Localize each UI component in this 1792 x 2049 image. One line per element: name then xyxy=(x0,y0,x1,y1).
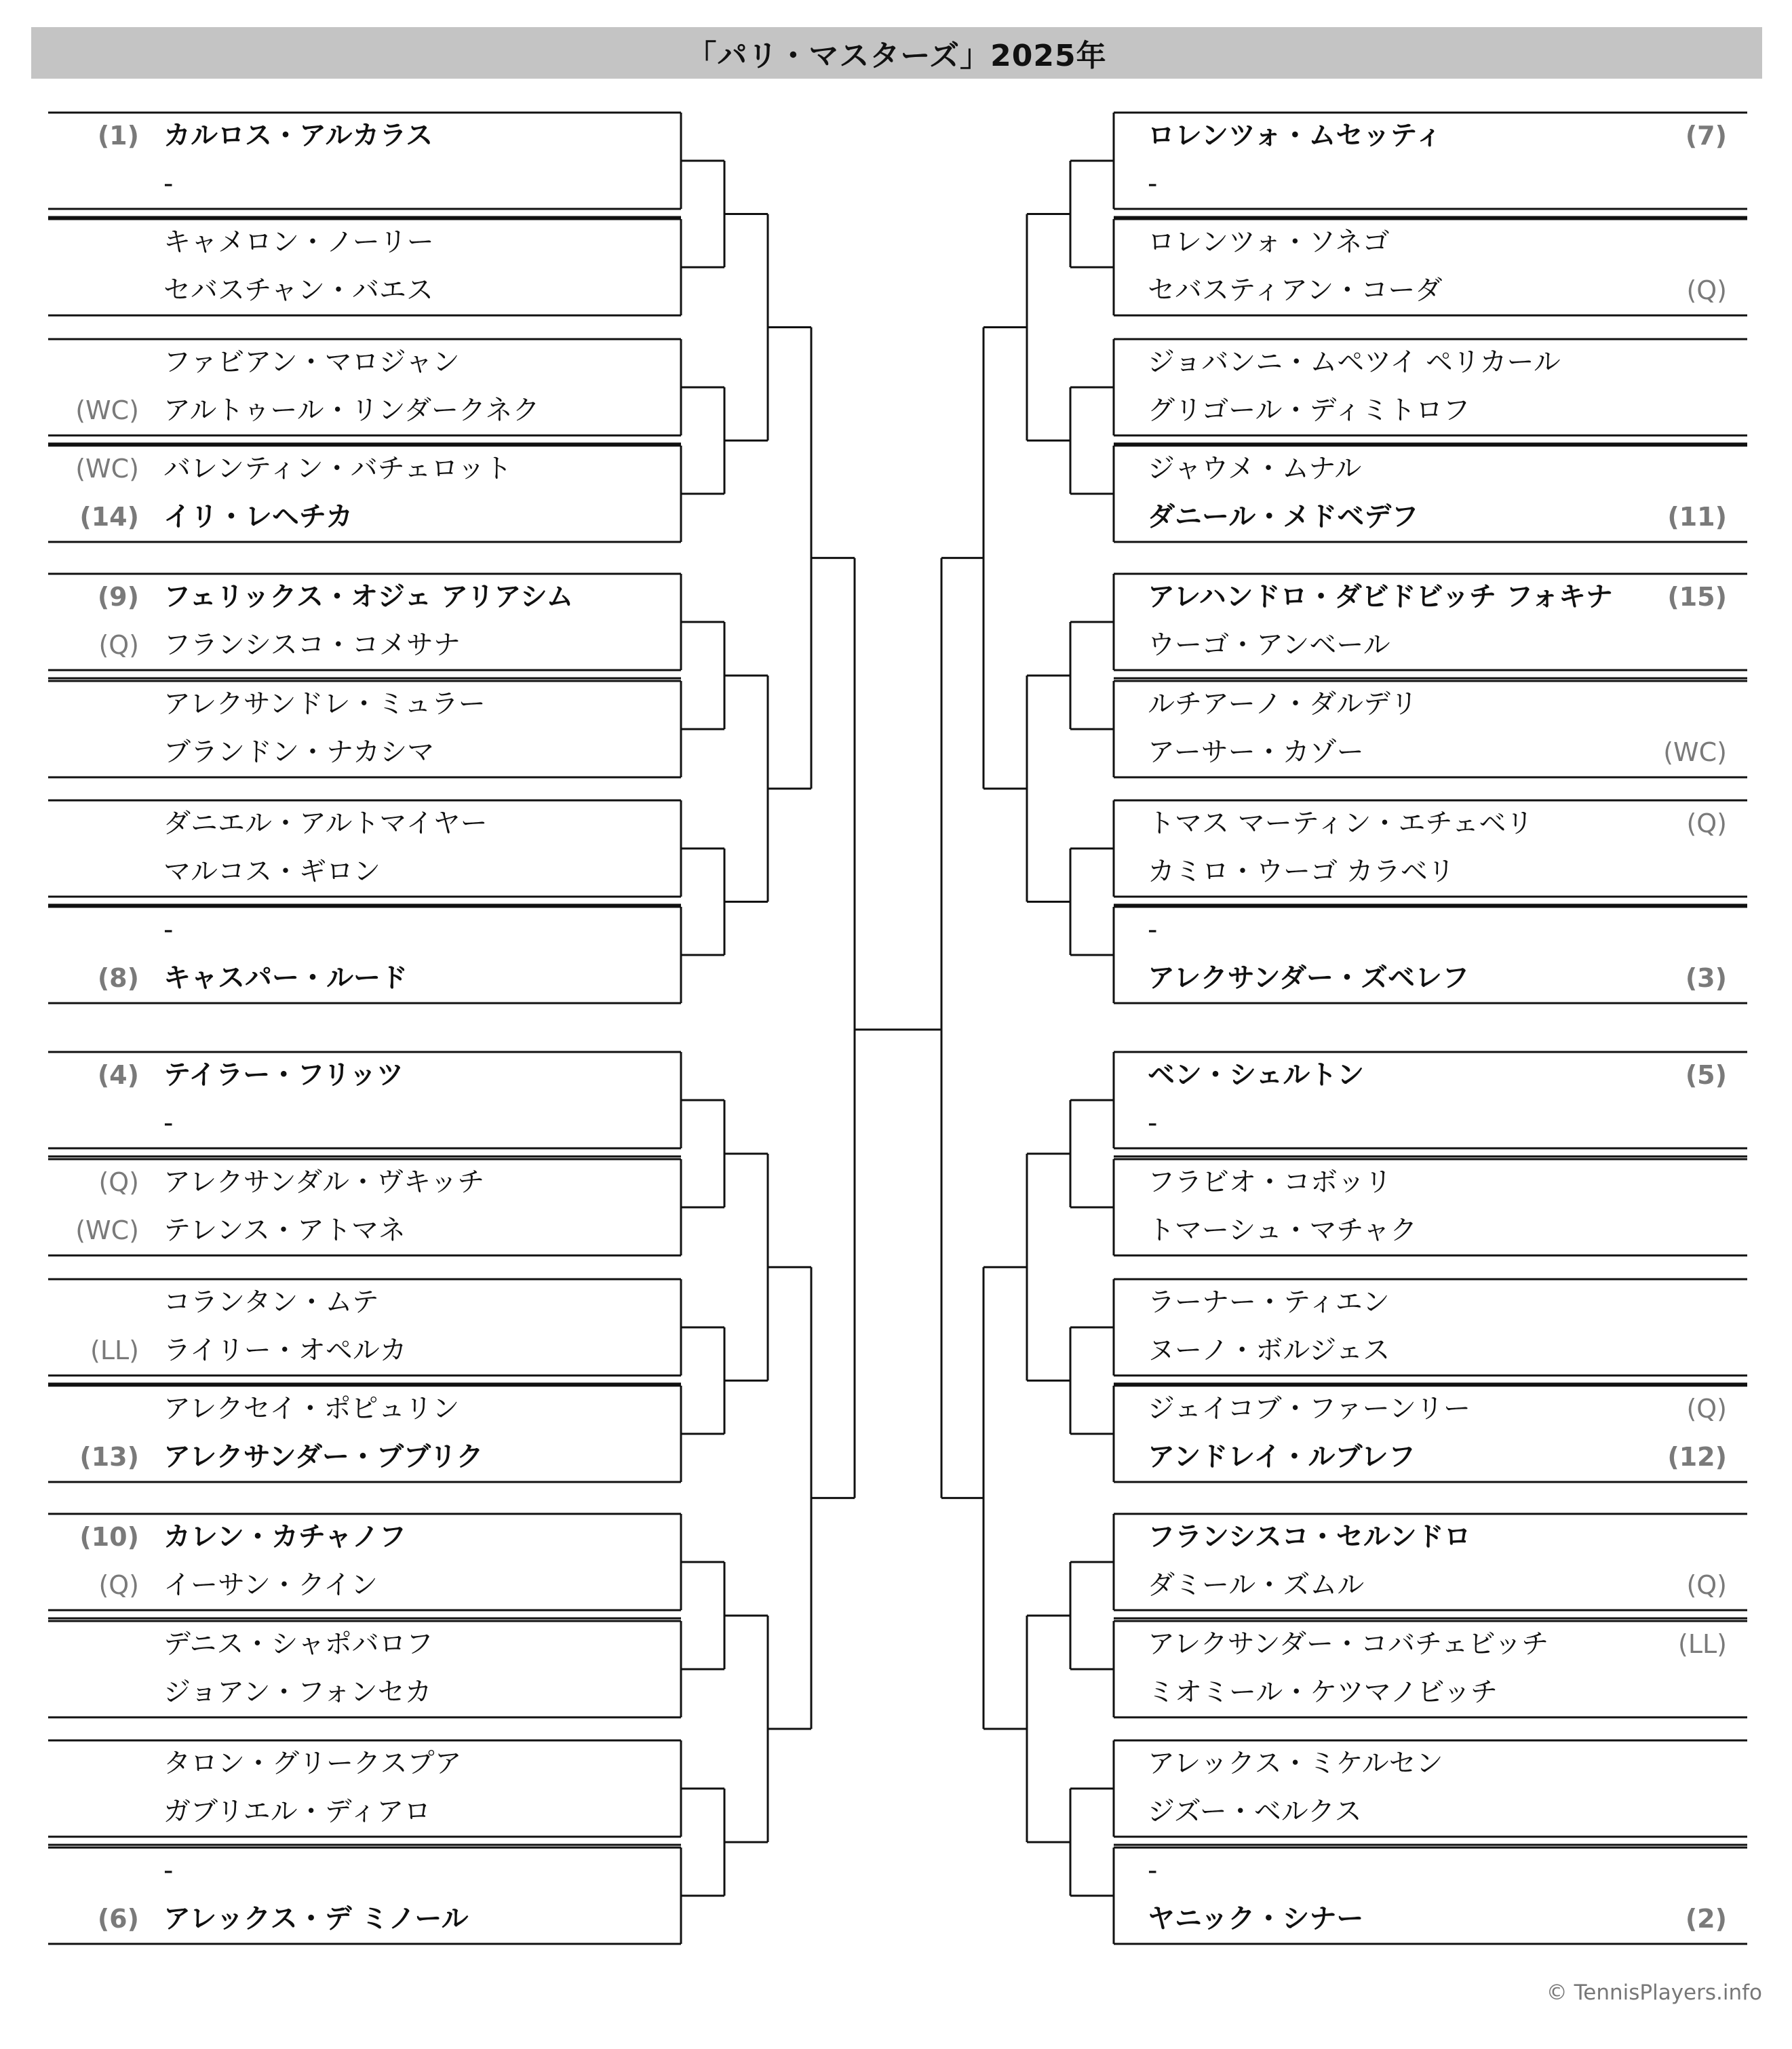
seed-label: (Q) xyxy=(98,1570,139,1600)
seed-label: (7) xyxy=(1685,121,1727,151)
player-name: キャメロン・ノーリー xyxy=(163,227,434,258)
player-name: トマーシュ・マチャク xyxy=(1148,1215,1418,1246)
player-name: ラーナー・ティエン xyxy=(1148,1287,1390,1318)
player-name: アレックス・デ ミノール xyxy=(163,1903,469,1934)
player-name: ウーゴ・アンベール xyxy=(1148,629,1390,661)
player-name: アレックス・ミケルセン xyxy=(1148,1748,1443,1779)
player-name: バレンティン・バチェロット xyxy=(163,453,512,484)
player-name: キャスパー・ルード xyxy=(163,962,408,994)
player-name: ミオミール・ケツマノビッチ xyxy=(1148,1677,1498,1708)
player-name: コランタン・ムテ xyxy=(163,1287,379,1318)
seed-label: (3) xyxy=(1685,963,1727,993)
player-name: - xyxy=(163,914,174,945)
player-name: ヤニック・シナー xyxy=(1148,1903,1364,1934)
player-name: マルコス・ギロン xyxy=(163,856,381,887)
seed-label: (2) xyxy=(1685,1904,1727,1934)
player-name: アーサー・カゾー xyxy=(1148,737,1364,768)
player-name: ジズー・ベルクス xyxy=(1148,1796,1362,1827)
player-name: ロレンツォ・ソネゴ xyxy=(1148,227,1390,258)
seed-label: (WC) xyxy=(75,395,139,425)
player-name: イリ・レヘチカ xyxy=(163,501,353,532)
seed-label: (LL) xyxy=(90,1335,139,1365)
player-name: カミロ・ウーゴ カラベリ xyxy=(1148,856,1455,887)
player-name: ヌーノ・ボルジェス xyxy=(1148,1335,1390,1366)
player-name: アレハンドロ・ダビドビッチ フォキナ xyxy=(1148,581,1613,612)
credit-text: © TennisPlayers.info xyxy=(1546,1980,1762,2005)
seed-label: (8) xyxy=(97,963,139,993)
player-name: フランシスコ・セルンドロ xyxy=(1148,1521,1471,1553)
seed-label: (WC) xyxy=(1663,737,1727,767)
seed-label: (Q) xyxy=(1686,1394,1727,1424)
player-name: ジェイコブ・ファーンリー xyxy=(1148,1393,1470,1424)
seed-label: (11) xyxy=(1667,502,1727,532)
player-name: ロレンツォ・ムセッティ xyxy=(1148,120,1443,151)
player-name: アレクサンダル・ヴキッチ xyxy=(163,1167,485,1198)
player-name: フランシスコ・コメサナ xyxy=(163,629,461,661)
player-name: ダニール・メドベデフ xyxy=(1148,501,1419,532)
player-name: アレクサンダー・コバチェビッチ xyxy=(1148,1628,1549,1660)
seed-label: (15) xyxy=(1667,582,1727,612)
player-name: ジョバンニ・ムペツイ ペリカール xyxy=(1148,347,1561,378)
player-name: ベン・シェルトン xyxy=(1148,1059,1365,1091)
player-name: デニス・シャポバロフ xyxy=(163,1628,433,1660)
player-name: グリゴール・ディミトロフ xyxy=(1148,395,1470,426)
player-name: セバスティアン・コーダ xyxy=(1148,275,1443,306)
player-name: ダニエル・アルトマイヤー xyxy=(163,808,488,839)
player-name: セバスチャン・バエス xyxy=(163,275,433,306)
seed-label: (Q) xyxy=(98,1167,139,1197)
seed-label: (14) xyxy=(79,502,139,532)
seed-label: (5) xyxy=(1685,1060,1727,1090)
player-name: ジョアン・フォンセカ xyxy=(163,1677,432,1708)
player-name: ダミール・ズムル xyxy=(1148,1569,1365,1601)
player-name: アレクサンダー・ズベレフ xyxy=(1148,962,1469,994)
player-name: ブランドン・ナカシマ xyxy=(163,737,435,768)
player-name: タロン・グリークスプア xyxy=(163,1748,462,1779)
player-name: - xyxy=(1148,168,1158,199)
player-name: - xyxy=(163,1855,174,1886)
page-title: 「パリ・マスターズ」2025年 xyxy=(686,39,1107,73)
seed-label: (LL) xyxy=(1678,1629,1727,1659)
seed-label: (4) xyxy=(97,1060,139,1090)
player-name: テレンス・アトマネ xyxy=(163,1215,406,1246)
seed-label: (1) xyxy=(97,121,139,151)
player-name: - xyxy=(163,1108,174,1139)
player-name: フェリックス・オジェ アリアシム xyxy=(163,581,574,612)
player-name: ファビアン・マロジャン xyxy=(163,347,460,378)
player-name: テイラー・フリッツ xyxy=(163,1059,404,1091)
player-name: ガブリエル・ディアロ xyxy=(163,1796,431,1827)
seed-label: (13) xyxy=(79,1442,139,1472)
seed-label: (12) xyxy=(1667,1442,1727,1472)
player-name: アレクサンダー・ブブリク xyxy=(163,1441,484,1472)
player-name: トマス マーティン・エチェベリ xyxy=(1148,808,1534,839)
player-name: - xyxy=(1148,1855,1158,1886)
seed-label: (Q) xyxy=(1686,808,1727,838)
seed-label: (9) xyxy=(97,582,139,612)
player-name: - xyxy=(1148,914,1158,945)
player-name: - xyxy=(163,168,174,199)
player-name: カレン・カチャノフ xyxy=(163,1521,406,1553)
seed-label: (Q) xyxy=(1686,275,1727,305)
seed-label: (6) xyxy=(97,1904,139,1934)
player-name: アルトゥール・リンダークネク xyxy=(163,395,540,426)
player-name: カルロス・アルカラス xyxy=(163,120,433,151)
seed-label: (WC) xyxy=(75,1215,139,1245)
player-name: アレクサンドレ・ミュラー xyxy=(163,688,486,720)
player-name: アンドレイ・ルブレフ xyxy=(1148,1441,1416,1472)
player-name: ルチアーノ・ダルデリ xyxy=(1148,688,1418,720)
player-name: ライリー・オペルカ xyxy=(163,1335,407,1366)
seed-label: (WC) xyxy=(75,454,139,484)
seed-label: (Q) xyxy=(1686,1570,1727,1600)
seed-label: (Q) xyxy=(98,630,139,660)
seed-label: (10) xyxy=(79,1522,139,1552)
player-name: イーサン・クイン xyxy=(163,1569,378,1601)
player-name: フラビオ・コボッリ xyxy=(1148,1167,1392,1198)
player-name: ジャウメ・ムナル xyxy=(1148,453,1362,484)
player-name: - xyxy=(1148,1108,1158,1139)
player-name: アレクセイ・ポピュリン xyxy=(163,1393,460,1424)
